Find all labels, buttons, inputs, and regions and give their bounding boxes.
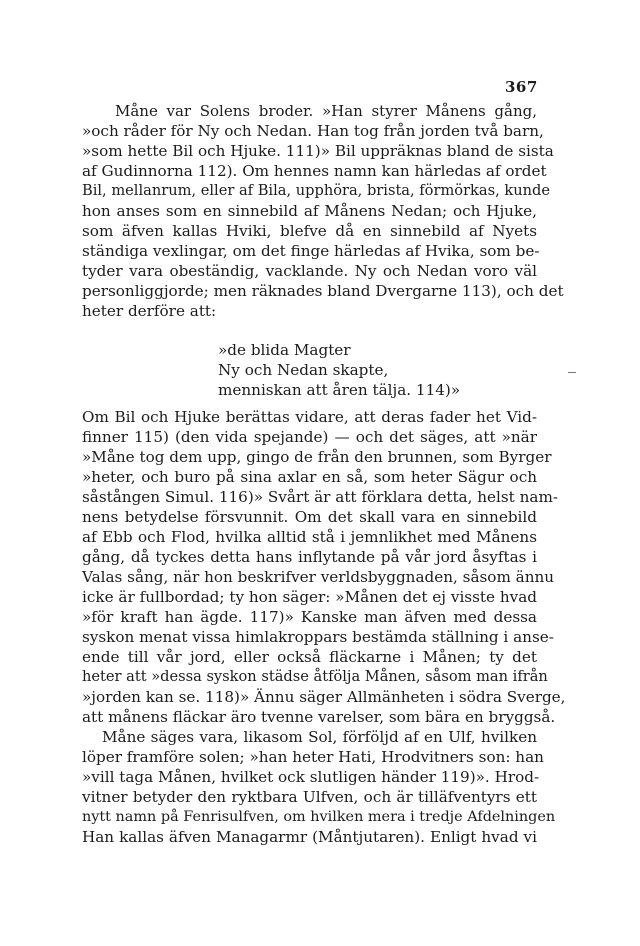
page-number: 367 — [505, 78, 538, 96]
text-line: som äfven kallas Hviki, blefve då en sinnebild af Nyets — [82, 222, 537, 240]
text-line: tyder vara obeständig, vacklande. Ny och Nedan voro väl — [82, 262, 537, 280]
text-line: Han kallas äfven Managarmr (Måntjutaren). Enligt hvad vi — [82, 828, 537, 846]
text-line: Valas sång, när hon beskrifver verldsbyggnaden, såsom ännu — [82, 568, 555, 586]
text-line: ständiga vexlingar, om det finge härledas af Hvika, som be- — [82, 242, 540, 260]
text-line: personliggjorde; men räknades bland Dvergarne 113), och det — [82, 282, 564, 300]
verse-line: menniskan att åren tälja. 114)» — [218, 381, 461, 399]
verse-line: »de blida Magter — [218, 341, 351, 359]
text-line: »Måne tog dem upp, gingo de från den brunnen, som Byrger — [82, 448, 552, 466]
text-line: »och råder för Ny och Nedan. Han tog från jorden två barn, — [82, 122, 544, 140]
text-line: syskon menat vissa himlakroppars bestämda ställning i anse- — [82, 628, 554, 646]
text-line: vitner betyder den ryktbara Ulfven, och är tilläfventyrs ett — [82, 788, 537, 806]
text-line: af Ebb och Flod, hvilka alltid stå i jemnlikhet med Månens — [82, 528, 537, 546]
text-line: »jorden kan se. 118)» Ännu säger Allmänheten i södra Sverge, — [82, 688, 566, 706]
text-line: nytt namn på Fenrisulfven, om hvilken mera i tredje Afdelningen — [82, 809, 556, 825]
text-line: hon anses som en sinnebild af Månens Nedan; och Hjuke, — [82, 202, 537, 220]
text-line: såstången Simul. 116)» Svårt är att förklara detta, helst nam- — [82, 488, 558, 506]
text-line: gång, då tyckes detta hans inflytande på vår jord åsyftas i — [82, 548, 537, 566]
text-line: Bil, mellanrum, eller af Bila, upphöra, brista, förmörkas, kunde — [82, 182, 550, 199]
text-line: »som hette Bil och Hjuke. 111)» Bil uppräknas bland de sista — [82, 142, 554, 160]
text-line: »för kraft han ägde. 117)» Kanske man äfven med dessa — [82, 608, 537, 626]
text-line: Om Bil och Hjuke berättas vidare, att deras fader het Vid- — [82, 408, 537, 426]
margin-mark — [568, 372, 576, 373]
text-line: »heter, och buro på sina axlar en så, som heter Sägur och — [82, 468, 537, 486]
text-line: Måne säges vara, likasom Sol, förföljd af en Ulf, hvilken — [102, 728, 537, 746]
text-line: löper framföre solen; »han heter Hati, Hrodvitners son: han — [82, 748, 544, 766]
text-line: heter att »dessa syskon städse åtfölja Månen, såsom man ifrån — [82, 668, 548, 685]
text-line: ende till vår jord, eller också fläckarne i Månen; ty det — [82, 648, 537, 666]
text-line: heter derföre att: — [82, 302, 217, 320]
text-line: nens betydelse försvunnit. Om det skall vara en sinnebild — [82, 508, 537, 526]
text-line: finner 115) (den vida spejande) — och det säges, att »när — [82, 428, 537, 446]
text-line: att månens fläckar äro tvenne varelser, som bära en bryggså. — [82, 708, 556, 726]
verse-line: Ny och Nedan skapte, — [218, 361, 389, 379]
text-line: »vill taga Månen, hvilket ock slutligen händer 119)». Hrod- — [82, 768, 540, 786]
text-line: af Gudinnorna 112). Om hennes namn kan härledas af ordet — [82, 162, 547, 180]
text-line: icke är fullbordad; ty hon säger: »Månen det ej visste hvad — [82, 588, 537, 606]
text-line: Måne var Solens broder. »Han styrer Månens gång, — [115, 102, 537, 120]
